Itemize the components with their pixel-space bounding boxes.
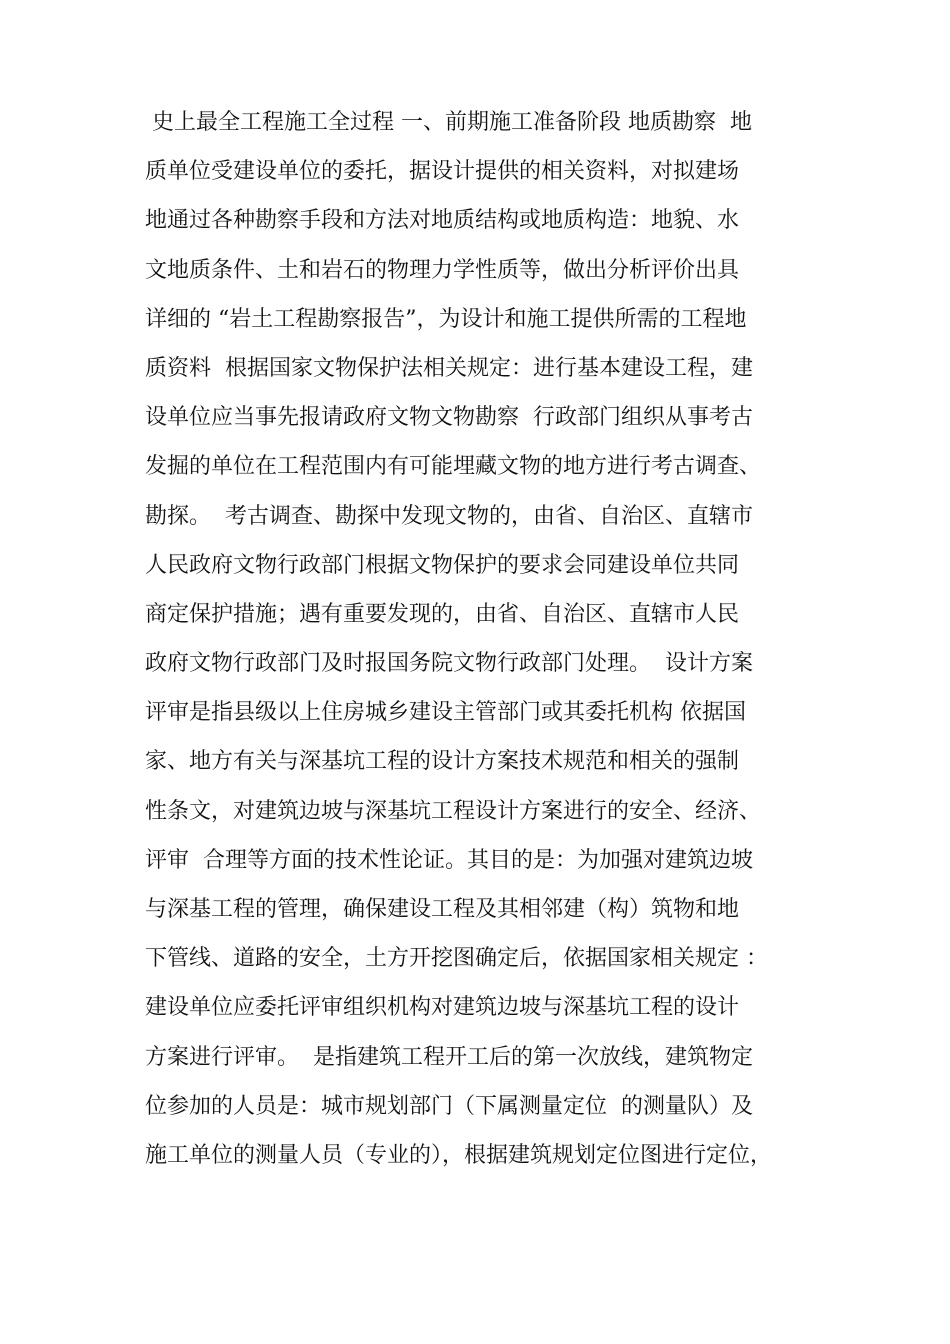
text-line: 商定保护措施；遇有重要发现的，由省、自治区、直辖市人民 — [145, 601, 740, 627]
text-line: 设单位应当事先报请政府文物文物勘察 行政部门组织从事考古 — [145, 405, 753, 431]
text-line: 位参加的人员是：城市规划部门（下属测量定位 的测量队）及 — [145, 1093, 753, 1119]
text-line: 评审 合理等方面的技术性论证。其目的是：为加强对建筑边坡 — [145, 847, 753, 873]
text-line: 家、地方有关与深基坑工程的设计方案技术规范和相关的强制 — [145, 749, 740, 775]
text-line: 政府文物行政部门及时报国务院文物行政部门处理。 设计方案 — [145, 651, 753, 677]
text-line: 质资料 根据国家文物保护法相关规定：进行基本建设工程，建 — [145, 355, 753, 381]
text-line: 发掘的单位在工程范围内有可能埋藏文物的地方进行考古调查、 — [145, 454, 762, 480]
text-line: 下管线、道路的安全，土方开挖图确定后，依据国家相关规定 ： — [145, 946, 768, 972]
text-line: 勘探。 考古调查、勘探中发现文物的，由省、自治区、直辖市 — [145, 503, 753, 529]
text-line: 地通过各种勘察手段和方法对地质结构或地质构造：地貌、水 — [145, 208, 740, 234]
text-line: 方案进行评审。 是指建筑工程开工后的第一次放线，建筑物定 — [145, 1044, 753, 1070]
text-line: 建设单位应委托评审组织机构对建筑边坡与深基坑工程的设计 — [145, 995, 740, 1021]
text-line: 详细的 “岩土工程勘察报告”，为设计和施工提供所需的工程地 — [145, 306, 747, 332]
text-line: 文地质条件、土和岩石的物理力学性质等，做出分析评价出具 — [145, 257, 740, 283]
text-line: 与深基工程的管理，确保建设工程及其相邻建（构）筑物和地 — [145, 897, 740, 922]
text-line: 人民政府文物行政部门根据文物保护的要求会同建设单位共同 — [145, 552, 740, 578]
text-line: 性条文，对建筑边坡与深基坑工程设计方案进行的安全、经济、 — [145, 798, 762, 824]
text-line: 史上最全工程施工全过程 一、前期施工准备阶段 地质勘察 地 — [145, 110, 752, 135]
text-line: 评审是指县级以上住房城乡建设主管部门或其委托机构 依据国 — [145, 700, 746, 726]
text-line: 施工单位的测量人员（专业的），根据建筑规划定位图进行定位， — [145, 1142, 773, 1168]
document-body — [145, 98, 825, 1180]
text-line: 质单位受建设单位的委托，据设计提供的相关资料，对拟建场 — [145, 159, 740, 185]
